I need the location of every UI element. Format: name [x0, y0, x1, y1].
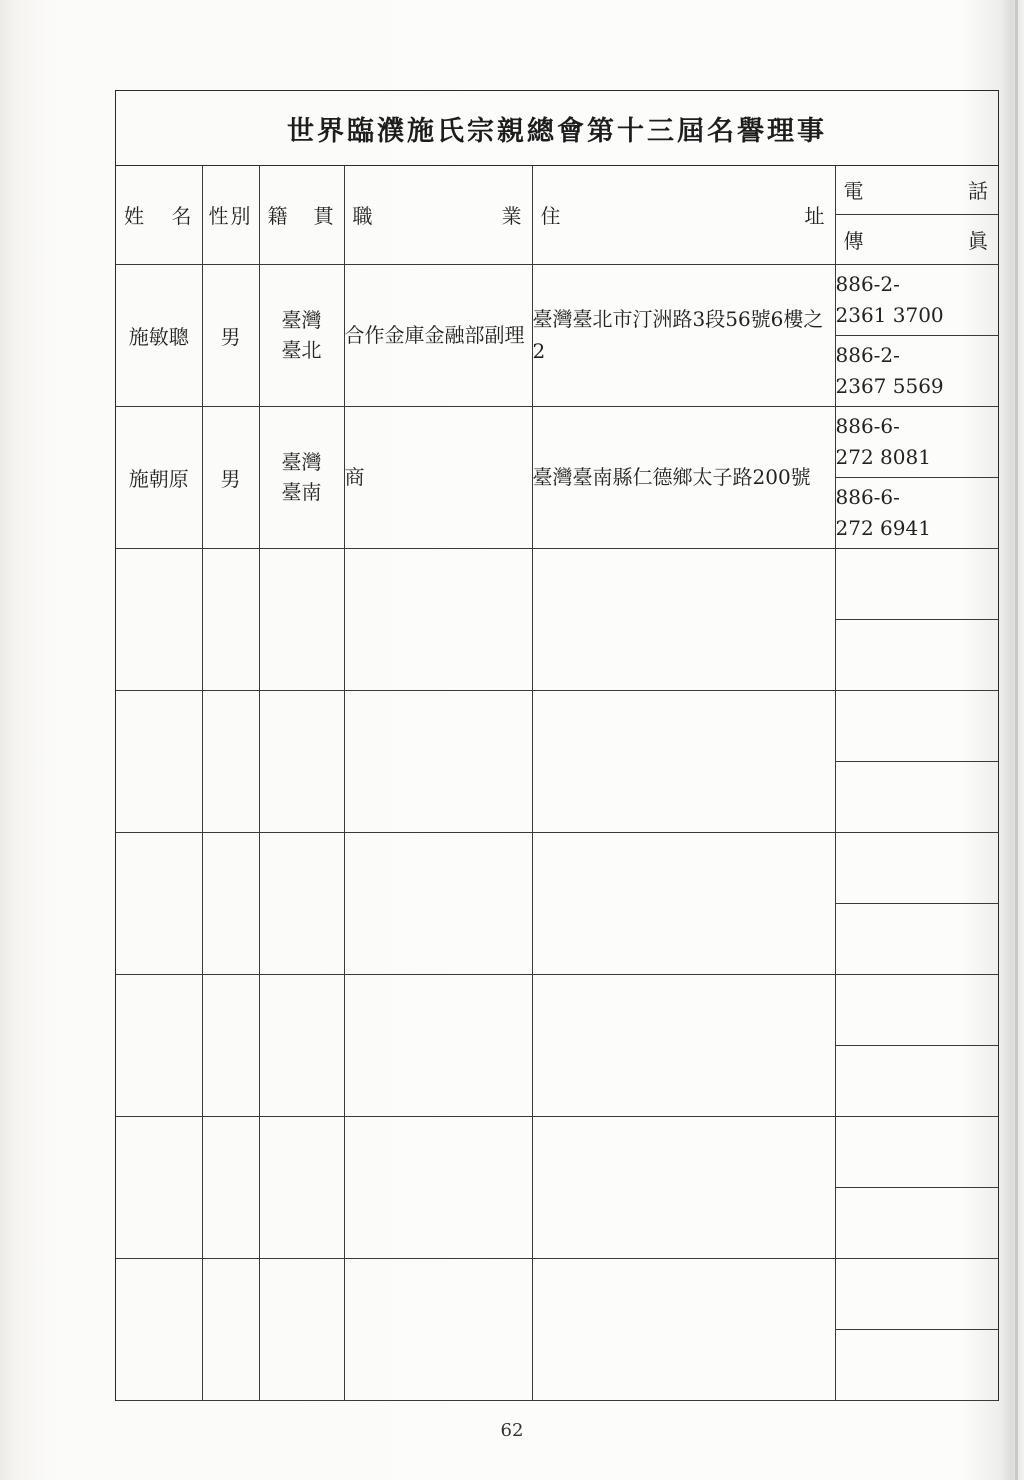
- cell-origin: [259, 264, 344, 406]
- cell-fax: [835, 477, 998, 548]
- cell-name: [116, 548, 202, 690]
- table-row: [116, 548, 998, 619]
- header-fax: [835, 214, 998, 264]
- cell-occupation: [344, 832, 532, 974]
- roster-table: [116, 166, 998, 1401]
- header-address-char: 住: [540, 204, 563, 229]
- cell-fax: [835, 619, 998, 690]
- cell-origin: [259, 974, 344, 1116]
- phone-line: 2361 3700: [835, 302, 944, 327]
- cell-phone: [835, 406, 998, 477]
- cell-fax: [835, 335, 998, 406]
- cell-gender: [202, 690, 259, 832]
- cell-occupation: [344, 1116, 532, 1258]
- table-row: [116, 690, 998, 761]
- cell-phone: [835, 832, 998, 903]
- cell-origin: [259, 548, 344, 690]
- phone-line: 272 8081: [835, 444, 931, 469]
- origin-line: 臺灣: [281, 308, 322, 332]
- cell-occupation: 商: [344, 406, 532, 548]
- cell-origin: [259, 690, 344, 832]
- cell-phone: [835, 548, 998, 619]
- cell-fax: [835, 1329, 998, 1400]
- header-name-char: 姓: [124, 204, 146, 229]
- header-occupation-char: 業: [501, 204, 524, 229]
- cell-address: [532, 1258, 835, 1400]
- cell-gender: [202, 974, 259, 1116]
- origin-line: 臺南: [281, 480, 322, 504]
- table-row: [116, 264, 998, 335]
- cell-occupation: [344, 548, 532, 690]
- cell-gender: [202, 832, 259, 974]
- fax-line: 886-2-: [835, 342, 900, 367]
- cell-fax: [835, 761, 998, 832]
- header-fax-char: 眞: [968, 228, 990, 253]
- header-origin-char: 貫: [313, 204, 336, 229]
- header-address-char: 址: [804, 204, 827, 229]
- cell-address: [532, 690, 835, 832]
- cell-occupation: 合作金庫金融部副理: [344, 264, 532, 406]
- cell-gender: 男: [202, 406, 259, 548]
- cell-origin: [259, 1258, 344, 1400]
- header-occupation: [344, 166, 532, 264]
- fax-line: 886-6-: [835, 484, 900, 509]
- header-address: [532, 166, 835, 264]
- cell-origin: [259, 406, 344, 548]
- cell-gender: 男: [202, 264, 259, 406]
- table-row: [116, 1116, 998, 1187]
- table-row: [116, 1258, 998, 1329]
- header-occupation-char: 職: [352, 204, 375, 229]
- cell-phone: [835, 1258, 998, 1329]
- cell-occupation: [344, 1258, 532, 1400]
- cell-name: [116, 1116, 202, 1258]
- cell-address: [532, 974, 835, 1116]
- cell-fax: [835, 903, 998, 974]
- fax-line: 272 6941: [835, 515, 931, 540]
- cell-gender: [202, 1116, 259, 1258]
- cell-phone: [835, 264, 998, 335]
- cell-phone: [835, 1116, 998, 1187]
- header-origin-char: 籍: [267, 204, 290, 229]
- cell-address: [532, 1116, 835, 1258]
- cell-phone: [835, 690, 998, 761]
- cell-occupation: [344, 690, 532, 832]
- header-row: [116, 166, 998, 214]
- phone-line: 886-6-: [835, 413, 900, 438]
- header-phone-char: 電: [843, 179, 866, 204]
- cell-phone: [835, 974, 998, 1045]
- cell-address: 臺灣臺南縣仁德鄉太子路200號: [532, 406, 835, 548]
- header-origin: [259, 166, 344, 264]
- cell-address: 臺灣臺北市汀洲路3段56號6樓之2: [532, 264, 835, 406]
- cell-name: [116, 690, 202, 832]
- header-gender: 性別: [202, 166, 259, 264]
- table-row: [116, 406, 998, 477]
- roster-sheet: [115, 90, 999, 1401]
- cell-occupation: [344, 974, 532, 1116]
- cell-origin: [259, 1116, 344, 1258]
- header-name-char: 名: [171, 204, 194, 229]
- cell-gender: [202, 1258, 259, 1400]
- header-phone: [835, 166, 998, 214]
- fax-line: 2367 5569: [835, 373, 944, 398]
- page-edge: [1015, 0, 1018, 1480]
- cell-fax: [835, 1045, 998, 1116]
- page-number: 62: [500, 1420, 524, 1441]
- header-phone-char: 話: [968, 179, 990, 204]
- cell-name: [116, 832, 202, 974]
- cell-gender: [202, 548, 259, 690]
- page-title: 世界臨濮施氏宗親總會第十三屆名譽理事: [116, 91, 998, 166]
- origin-line: 臺灣: [281, 450, 322, 474]
- cell-name: [116, 974, 202, 1116]
- cell-fax: [835, 1187, 998, 1258]
- phone-line: 886-2-: [835, 271, 900, 296]
- cell-name: 施朝原: [116, 406, 202, 548]
- origin-line: 臺北: [281, 338, 322, 362]
- header-fax-char: 傳: [843, 228, 866, 253]
- table-row: [116, 832, 998, 903]
- cell-address: [532, 548, 835, 690]
- cell-address: [532, 832, 835, 974]
- cell-origin: [259, 832, 344, 974]
- cell-name: [116, 1258, 202, 1400]
- cell-name: 施敏聰: [116, 264, 202, 406]
- header-name: [116, 166, 202, 264]
- table-row: [116, 974, 998, 1045]
